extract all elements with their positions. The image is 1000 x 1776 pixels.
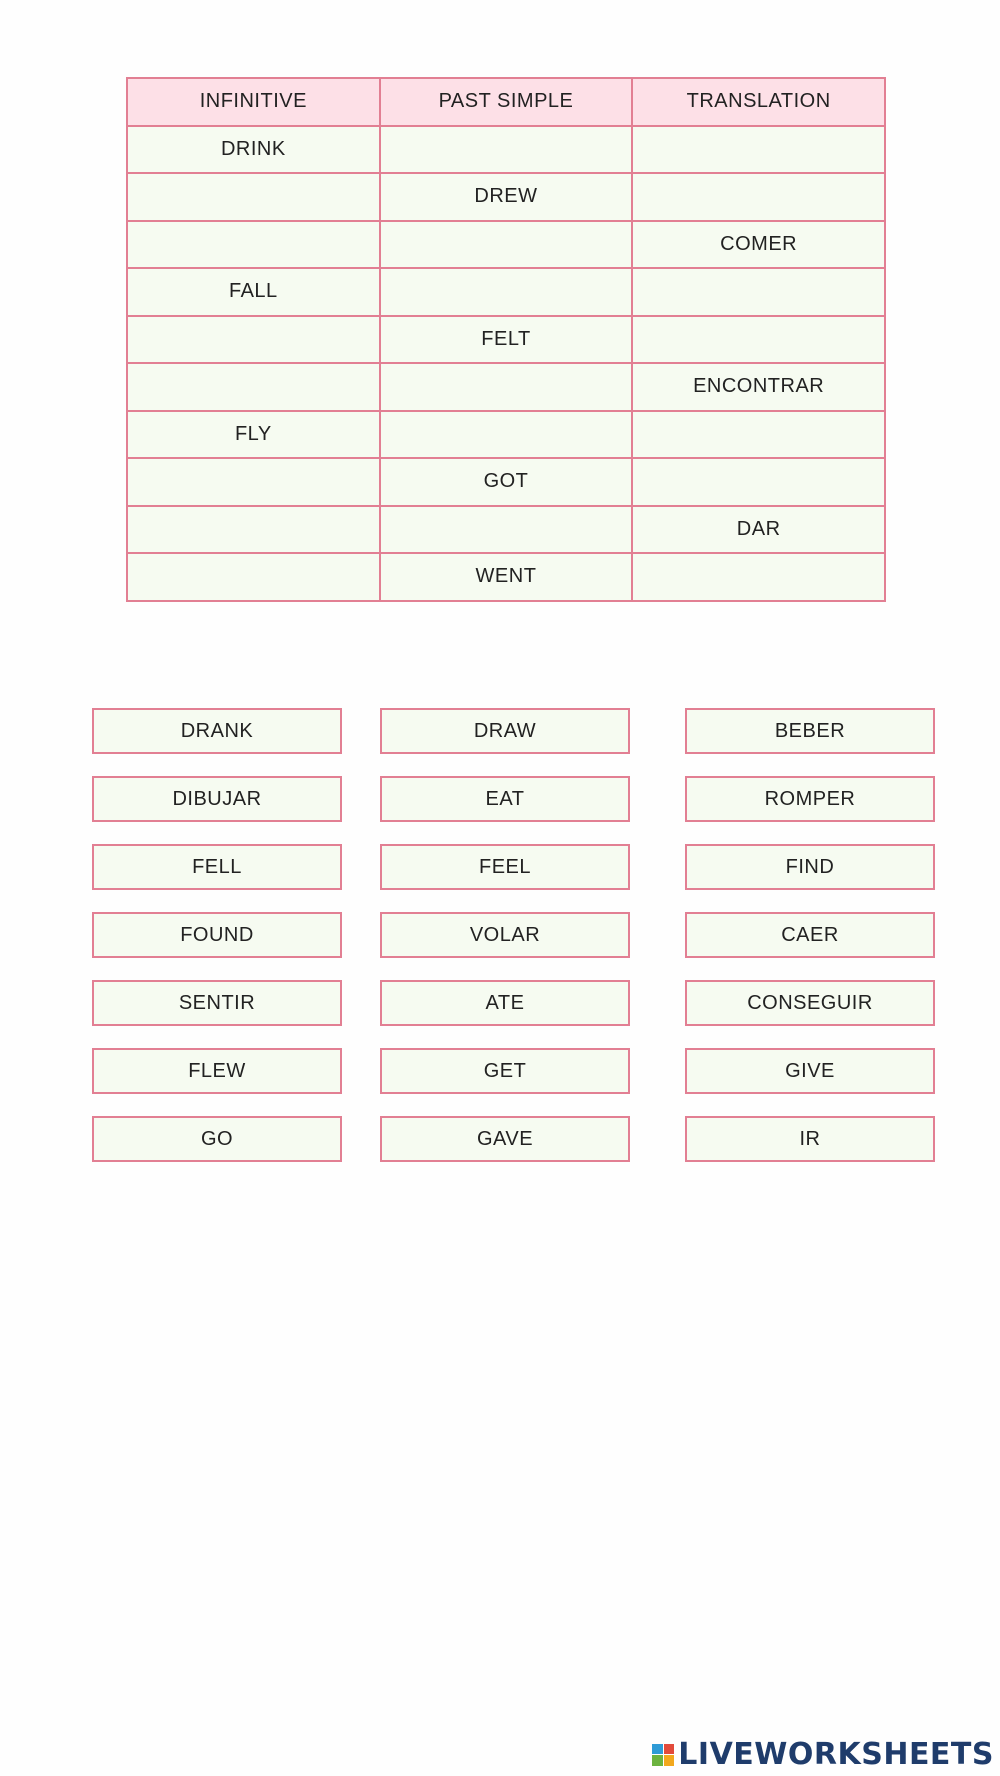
drop-slot-translation[interactable] xyxy=(632,126,885,174)
header-infinitive: INFINITIVE xyxy=(127,78,380,126)
drop-slot-infinitive[interactable] xyxy=(127,316,380,364)
drop-slot-past-simple[interactable] xyxy=(380,506,633,554)
word-tile[interactable]: DRANK xyxy=(92,708,342,754)
drop-slot-infinitive[interactable] xyxy=(127,363,380,411)
word-tile[interactable]: GIVE xyxy=(685,1048,935,1094)
cell-past-simple: GOT xyxy=(380,458,633,506)
liveworksheets-logo xyxy=(652,1737,994,1772)
table-row xyxy=(127,173,885,221)
cell-infinitive: FALL xyxy=(127,268,380,316)
brand-name: LIVEWORKSHEETS xyxy=(678,1737,994,1772)
drop-slot-infinitive[interactable] xyxy=(127,506,380,554)
drop-slot-translation[interactable] xyxy=(632,411,885,459)
drop-slot-past-simple[interactable] xyxy=(380,411,633,459)
cell-infinitive: DRINK xyxy=(127,126,380,174)
word-tile[interactable]: FOUND xyxy=(92,912,342,958)
word-tile[interactable]: BEBER xyxy=(685,708,935,754)
table-row xyxy=(127,126,885,174)
drop-slot-past-simple[interactable] xyxy=(380,126,633,174)
word-tile[interactable]: DIBUJAR xyxy=(92,776,342,822)
cell-translation: COMER xyxy=(632,221,885,269)
word-tile[interactable]: GAVE xyxy=(380,1116,630,1162)
drop-slot-infinitive[interactable] xyxy=(127,173,380,221)
header-translation: TRANSLATION xyxy=(632,78,885,126)
verb-table xyxy=(126,77,886,602)
header-past-simple: PAST SIMPLE xyxy=(380,78,633,126)
drop-slot-infinitive[interactable] xyxy=(127,553,380,601)
liveworksheets-logo-icon xyxy=(652,1744,674,1766)
drop-slot-infinitive[interactable] xyxy=(127,221,380,269)
drop-slot-past-simple[interactable] xyxy=(380,221,633,269)
word-tile[interactable]: FIND xyxy=(685,844,935,890)
word-tile[interactable]: GO xyxy=(92,1116,342,1162)
table-header xyxy=(127,78,885,126)
drop-slot-past-simple[interactable] xyxy=(380,268,633,316)
word-tile[interactable]: CAER xyxy=(685,912,935,958)
word-tile[interactable]: ATE xyxy=(380,980,630,1026)
table-row xyxy=(127,221,885,269)
cell-past-simple: WENT xyxy=(380,553,633,601)
word-tile[interactable]: FELL xyxy=(92,844,342,890)
table-row xyxy=(127,553,885,601)
table-row xyxy=(127,411,885,459)
drop-slot-translation[interactable] xyxy=(632,316,885,364)
table-row xyxy=(127,268,885,316)
word-tile[interactable]: IR xyxy=(685,1116,935,1162)
table-body xyxy=(127,126,885,601)
word-tile[interactable]: CONSEGUIR xyxy=(685,980,935,1026)
cell-infinitive: FLY xyxy=(127,411,380,459)
word-tile[interactable]: DRAW xyxy=(380,708,630,754)
drop-slot-infinitive[interactable] xyxy=(127,458,380,506)
header-row xyxy=(127,78,885,126)
drop-slot-translation[interactable] xyxy=(632,173,885,221)
word-tile[interactable]: GET xyxy=(380,1048,630,1094)
table-row xyxy=(127,458,885,506)
cell-past-simple: FELT xyxy=(380,316,633,364)
table-row xyxy=(127,363,885,411)
word-tile[interactable]: ROMPER xyxy=(685,776,935,822)
drop-slot-translation[interactable] xyxy=(632,268,885,316)
word-tile[interactable]: FEEL xyxy=(380,844,630,890)
word-tile[interactable]: SENTIR xyxy=(92,980,342,1026)
cell-translation: ENCONTRAR xyxy=(632,363,885,411)
cell-past-simple: DREW xyxy=(380,173,633,221)
drop-slot-translation[interactable] xyxy=(632,553,885,601)
table-row xyxy=(127,506,885,554)
table-row xyxy=(127,316,885,364)
word-tile[interactable]: VOLAR xyxy=(380,912,630,958)
drop-slot-past-simple[interactable] xyxy=(380,363,633,411)
cell-translation: DAR xyxy=(632,506,885,554)
drop-slot-translation[interactable] xyxy=(632,458,885,506)
word-tile[interactable]: EAT xyxy=(380,776,630,822)
word-tile[interactable]: FLEW xyxy=(92,1048,342,1094)
